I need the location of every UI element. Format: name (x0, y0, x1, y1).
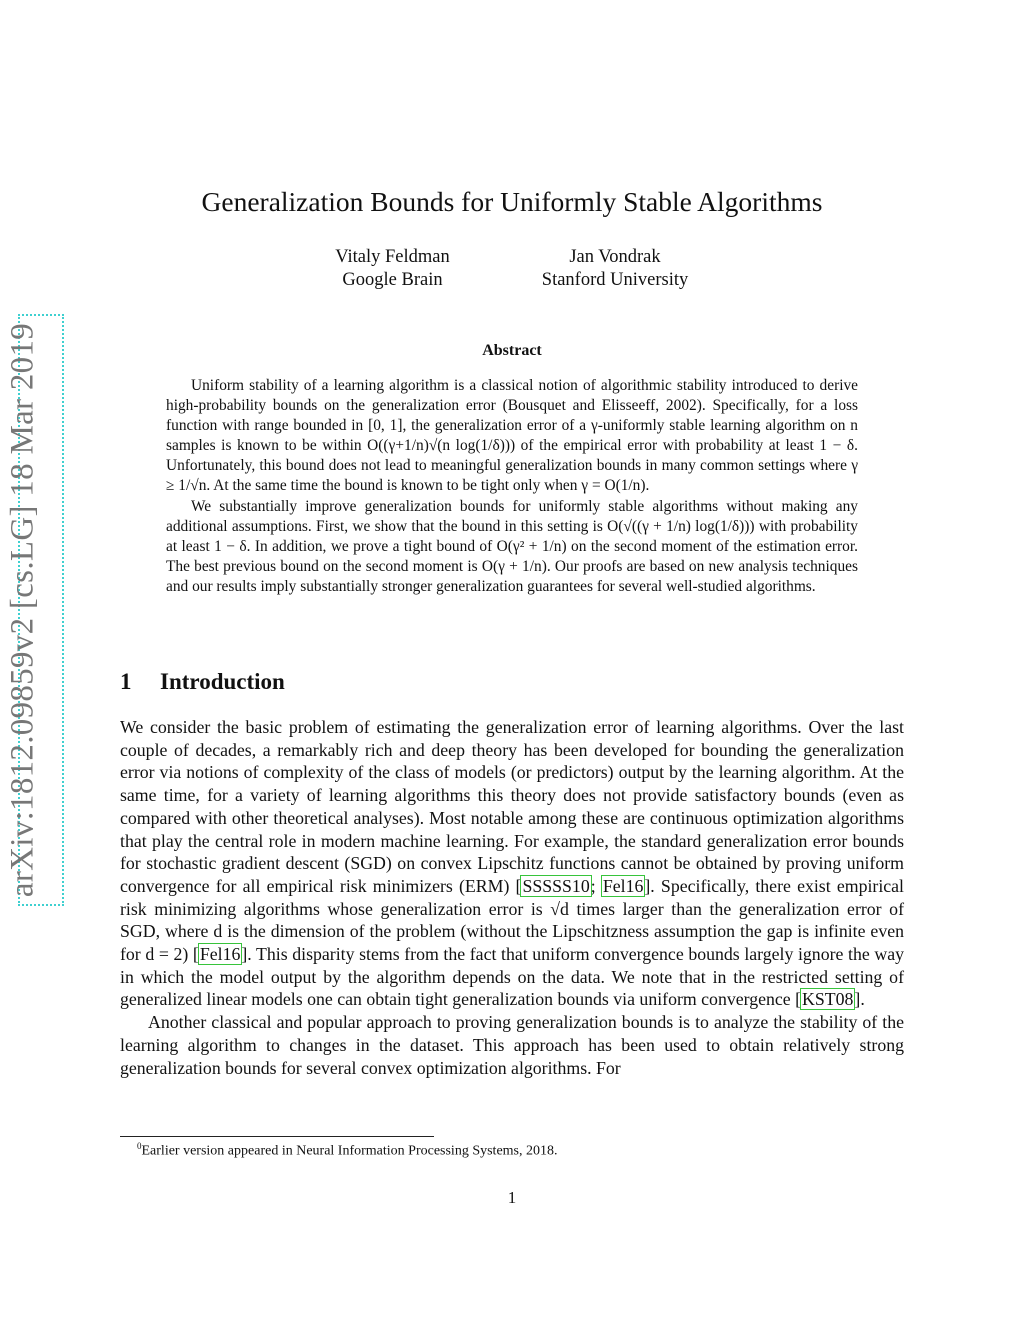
author-name: Vitaly Feldman (335, 247, 450, 267)
paper-title: Generalization Bounds for Uniformly Stable Algorithms (201, 186, 823, 217)
page-number: 1 (507, 1188, 517, 1207)
footnote-mark: 0 (137, 1141, 142, 1151)
abstract-paragraph: Uniform stability of a learning algorithm is a classical notion of algorithmic stability introduced to derive high-probability bounds on the generalization error (Bousquet and Elisseeff, 2002). Specifically, for a loss function with range bounded in [0, 1], the generalization error of a γ-uniformly stable learning algorithm on n samples is known to be within O((γ+1/n)√(n log(1/δ))) of the empirical error with probability at least 1 − δ. Unfortunately, this bound does not lead to meaningful generalization bounds in many common settings where γ ≥ 1/√n. At the same time the bound is known to be tight only when γ = O(1/n). (166, 377, 858, 495)
arxiv-identifier: arXiv:1812.09859v2 [cs.LG] 18 Mar 2019 (4, 322, 41, 898)
text-run: ]. (854, 989, 865, 1010)
citation-link[interactable]: Fel16 (602, 875, 644, 896)
author-2 (520, 246, 710, 292)
text-run: ]. Specifically, there exist empirical risk minimizing algorithms whose generalization error is √d times larger than the generalization error of SGD, where d is the dimension of the problem (without the Lipschitzness assumption the gap is infinite even for d = 2) [ (120, 875, 904, 965)
body-paragraph (120, 716, 904, 1011)
citation-link[interactable]: KST08 (802, 989, 854, 1010)
author-name: Jan Vondrak (569, 247, 661, 267)
abstract-heading: Abstract (482, 342, 542, 359)
footnote-divider (120, 1136, 434, 1137)
section-heading (120, 669, 285, 695)
text-run: We consider the basic problem of estimating the generalization error of learning algorithms. Over the last couple of decades, a remarkably rich and deep theory has been developed for bounding the generalization error via notions of complexity of the class of models (or predictors) output by the learning algorithm. At the same time, for a variety of learning algorithms this theory does not provide satisfactory bounds (even as compared with other theoretical analyses). Most notable among these are continuous optimization algorithms that play the central role in modern machine learning. For example, the standard generalization error bounds for stochastic gradient descent (SGD) on convex Lipschitz functions cannot be obtained by proving uniform convergence for all empirical risk minimizers (ERM) [ (120, 717, 904, 896)
body-text (120, 716, 904, 1079)
abstract-body (166, 376, 858, 597)
section-title: Introduction (160, 669, 285, 694)
body-paragraph: Another classical and popular approach to proving generalization bounds is to analyze the stability of the learning algorithm to changes in the dataset. This approach has been used to obtain relatively strong generalization bounds for several convex optimization algorithms. For (120, 1012, 904, 1078)
author-affiliation: Google Brain (342, 270, 443, 290)
author-1 (300, 246, 485, 292)
text-run: ; (590, 875, 602, 896)
citation-link[interactable]: Fel16 (199, 944, 241, 965)
abstract-paragraph: We substantially improve generalization bounds for uniformly stable algorithms without making any additional assumptions. First, we show that the bound in this setting is O(√((γ + 1/n) log(1/δ))) with probability at least 1 − δ. In addition, we prove a tight bound of O(γ² + 1/n) on the second moment of the estimation error. The best previous bound on the second moment is O(γ + 1/n). Our proofs are based on new analysis techniques and our results imply substantially stronger generalization guarantees for several well-studied algorithms. (166, 497, 858, 595)
footnote-text: Earlier version appeared in Neural Information Processing Systems, 2018. (141, 1143, 558, 1159)
section-number: 1 (120, 669, 132, 694)
footnote (137, 1141, 558, 1160)
author-affiliation: Stanford University (541, 270, 689, 290)
citation-link[interactable]: SSSSS10 (522, 875, 590, 896)
text-run: ]. This disparity stems from the fact that uniform convergence bounds largely ignore the way in which the model output by the algorithm depends on the data. We note that in the restricted setting of generalized linear models one can obtain tight generalization bounds via uniform convergence [ (120, 944, 904, 1010)
